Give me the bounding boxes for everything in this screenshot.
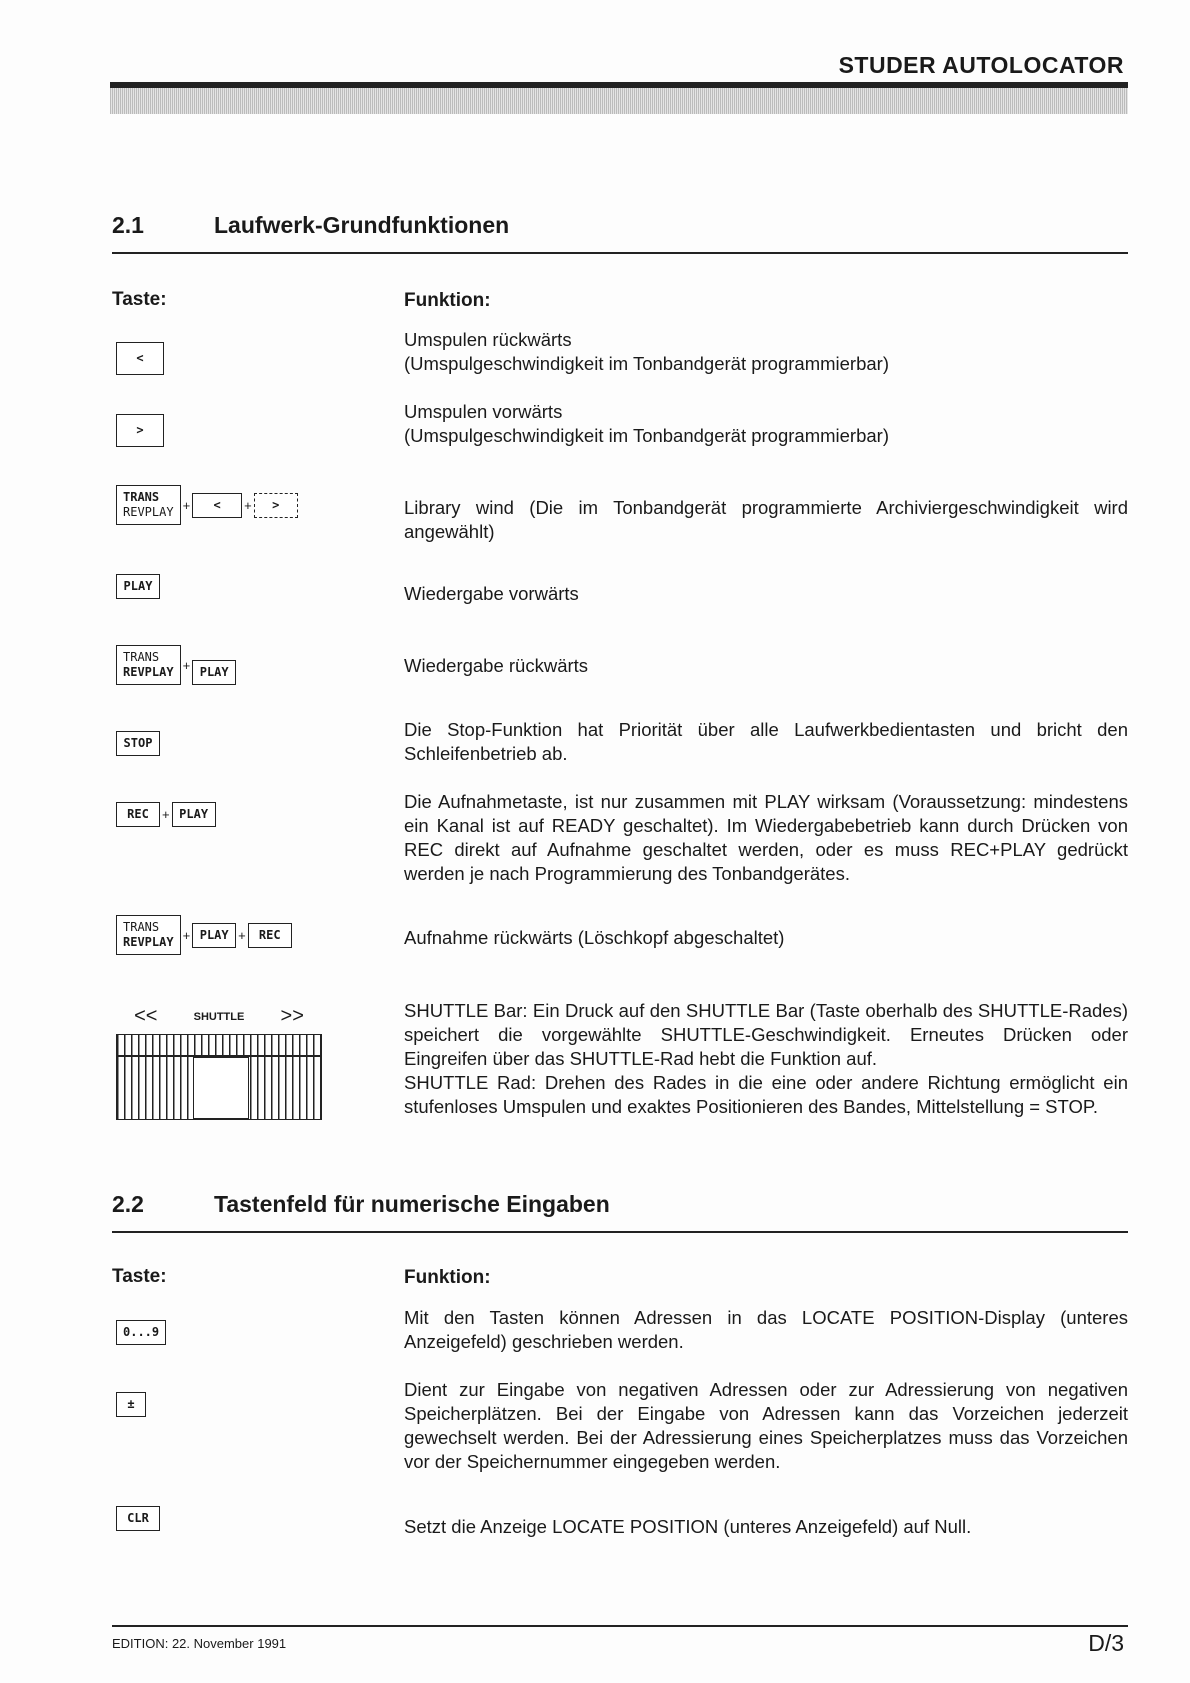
key-forward: > bbox=[116, 414, 164, 447]
key-clear: CLR bbox=[116, 1506, 160, 1531]
function-text: Die Stop-Funktion hat Priorität über alle Laufwerkbedientasten und bricht den Schleifenbetrieb ab. bbox=[404, 719, 1128, 764]
function-text: Aufnahme rückwärts (Löschkopf abgeschaltet) bbox=[404, 927, 785, 948]
function-text: Die Aufnahmetaste, ist nur zusammen mit PLAY wirksam (Voraussetzung: mindestens ein Kanal ist auf READY geschaltet). Im Wiedergabebetrieb kann durch Drücken von REC direkt auf Aufnahme geschaltet werden, oder es muss REC+PLAY gedrückt werden je nach Programmierung des Tonbandgerätes. bbox=[404, 791, 1128, 884]
key-group bbox=[116, 1320, 166, 1345]
shuttle-bar-label: SHUTTLE bbox=[193, 1010, 245, 1023]
key-rewind: < bbox=[192, 493, 242, 518]
key-play: PLAY bbox=[192, 923, 236, 948]
plus-sign: + bbox=[182, 927, 191, 943]
section-number: 2.1 bbox=[112, 212, 144, 238]
function-text: Dient zur Eingabe von negativen Adressen oder zur Adressierung von negativen Speicherplätzen. Bei der Eingabe von Adressen kann das Vorzeichen jederzeit gewechselt werden. Bei der Adressierung eines Speicherplatzes muss das Vorzeichen vor der Speichernummer eingegeben werden. bbox=[404, 1379, 1128, 1472]
plus-sign: + bbox=[182, 497, 191, 513]
key-rewind: < bbox=[116, 342, 164, 375]
key-label: REVPLAY bbox=[123, 665, 174, 679]
function-text: Wiedergabe rückwärts bbox=[404, 655, 589, 676]
page-number: D/3 bbox=[1088, 1630, 1124, 1656]
column-label-function: Funktion: bbox=[404, 1267, 491, 1288]
key-plus-minus: ± bbox=[116, 1392, 146, 1417]
rewind-arrows-icon: << bbox=[134, 1005, 158, 1027]
plus-sign: + bbox=[238, 927, 246, 943]
footer-rule bbox=[112, 1625, 1128, 1627]
column-label-function: Funktion: bbox=[404, 290, 491, 311]
key-group bbox=[116, 731, 160, 756]
key-trans-revplay bbox=[116, 645, 181, 685]
function-text: Wiedergabe vorwärts bbox=[404, 583, 579, 604]
key-digits: 0...9 bbox=[116, 1320, 166, 1345]
key-trans-revplay bbox=[116, 485, 181, 525]
shuttle-wheel-illustration bbox=[116, 1005, 322, 1120]
key-rec: REC bbox=[116, 802, 160, 827]
plus-sign: + bbox=[182, 657, 191, 673]
section-title: Tastenfeld für numerische Eingaben bbox=[214, 1191, 610, 1217]
key-group bbox=[116, 485, 298, 525]
forward-arrows-icon: >> bbox=[280, 1005, 304, 1027]
function-text: SHUTTLE Bar: Ein Druck auf den SHUTTLE Bar (Taste oberhalb des SHUTTLE-Rades) speichert die vorgewählte SHUTTLE-Geschwindigkeit. Erneutes Drücken oder Eingreifen über das SHUTTLE-Rad hebt die Funktion auf. SHUTTLE Rad: Drehen des Rades in die eine oder andere Richtung ermöglicht ein stufenloses Umspulen und exaktes Positionieren des Bandes, Mittelstellung = STOP. bbox=[404, 1000, 1128, 1117]
key-group bbox=[116, 802, 216, 827]
key-rec: REC bbox=[248, 923, 292, 948]
key-group bbox=[116, 574, 160, 599]
function-text: Library wind (Die im Tonbandgerät programmierte Archiviergeschwindigkeit wird angewählt) bbox=[404, 497, 1128, 542]
column-label-key: Taste: bbox=[112, 1266, 167, 1287]
key-label: REVPLAY bbox=[123, 935, 174, 949]
key-play: PLAY bbox=[172, 802, 216, 827]
key-label: TRANS bbox=[123, 490, 160, 504]
key-group bbox=[116, 1506, 160, 1531]
section-rule bbox=[112, 252, 1128, 254]
key-label: REVPLAY bbox=[123, 505, 174, 519]
section-rule bbox=[112, 1231, 1128, 1233]
key-play: PLAY bbox=[116, 574, 160, 599]
section-title: Laufwerk-Grundfunktionen bbox=[214, 212, 510, 238]
wheel-center-window bbox=[193, 1057, 249, 1119]
key-group bbox=[116, 915, 292, 955]
key-group bbox=[116, 1392, 146, 1417]
key-stop: STOP bbox=[116, 731, 160, 756]
key-play: PLAY bbox=[192, 660, 236, 685]
function-text: Setzt die Anzeige LOCATE POSITION (unteres Anzeigefeld) auf Null. bbox=[404, 1516, 972, 1537]
function-text: Umspulen rückwärts (Umspulgeschwindigkeit im Tonbandgerät programmierbar) bbox=[404, 329, 889, 374]
function-text: Umspulen vorwärts (Umspulgeschwindigkeit im Tonbandgerät programmierbar) bbox=[404, 401, 889, 446]
plus-sign: + bbox=[244, 497, 252, 513]
key-trans-revplay bbox=[116, 915, 181, 955]
column-label-key: Taste: bbox=[112, 289, 167, 310]
key-group bbox=[116, 645, 236, 685]
header-title: STUDER AUTOLOCATOR bbox=[838, 52, 1124, 78]
function-text: Mit den Tasten können Adressen in das LOCATE POSITION-Display (unteres Anzeigefeld) geschrieben werden. bbox=[404, 1307, 1128, 1352]
key-forward: > bbox=[254, 493, 298, 518]
header-bar bbox=[110, 82, 1128, 114]
key-group bbox=[116, 342, 164, 375]
key-label: TRANS bbox=[123, 920, 160, 934]
key-group bbox=[116, 414, 164, 447]
shuttle-wheel bbox=[116, 1034, 322, 1120]
section-number: 2.2 bbox=[112, 1191, 144, 1217]
footer-edition: EDITION: 22. November 1991 bbox=[112, 1636, 287, 1651]
key-label: TRANS bbox=[123, 650, 160, 664]
plus-sign: + bbox=[162, 807, 170, 822]
